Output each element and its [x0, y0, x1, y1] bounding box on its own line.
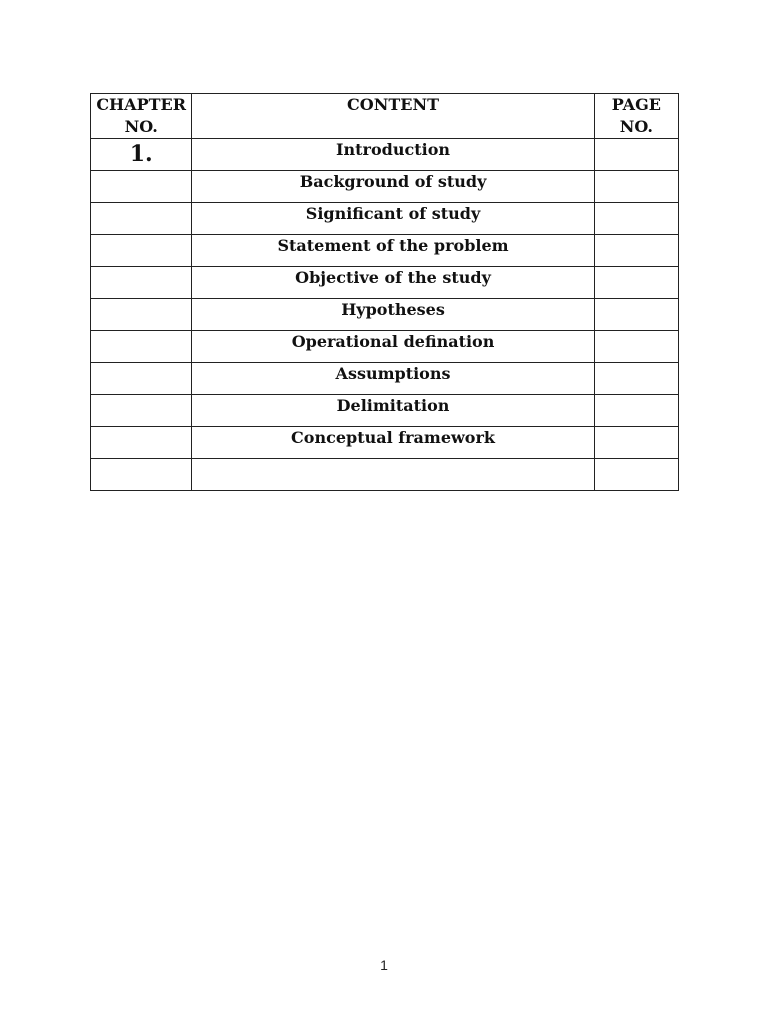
chapter-number-cell — [91, 139, 192, 171]
table-row — [91, 203, 679, 235]
table-row — [91, 171, 679, 203]
table-of-contents — [90, 93, 679, 491]
page-number-cell — [594, 139, 678, 171]
page-number-cell — [594, 459, 678, 491]
page-number-cell — [594, 299, 678, 331]
page-number-cell — [594, 235, 678, 267]
table-header-row — [91, 94, 679, 139]
content-cell: Objective of the study — [192, 267, 594, 299]
page-number-cell — [594, 171, 678, 203]
chapter-number-cell — [91, 171, 192, 203]
chapter-number-cell — [91, 235, 192, 267]
header-content: CONTENT — [192, 94, 594, 139]
chapter-number: 1. — [129, 141, 153, 167]
content-cell: Operational defination — [192, 331, 594, 363]
table-row — [91, 299, 679, 331]
content-cell: Significant of study — [192, 203, 594, 235]
chapter-number-cell — [91, 299, 192, 331]
table-row — [91, 139, 679, 171]
content-cell: Assumptions — [192, 363, 594, 395]
page-number-cell — [594, 267, 678, 299]
page-number-footer: 1 — [380, 957, 388, 973]
content-cell: Introduction — [192, 139, 594, 171]
content-cell: Background of study — [192, 171, 594, 203]
table-row — [91, 267, 679, 299]
chapter-number-cell — [91, 203, 192, 235]
table-row — [91, 235, 679, 267]
chapter-number-cell — [91, 427, 192, 459]
page-number-cell — [594, 203, 678, 235]
page-number-cell — [594, 395, 678, 427]
chapter-number-cell — [91, 331, 192, 363]
header-chapter-no: CHAPTER NO. — [91, 94, 192, 139]
table-row — [91, 363, 679, 395]
content-cell: Conceptual framework — [192, 427, 594, 459]
table-row — [91, 459, 679, 491]
page-number-cell — [594, 427, 678, 459]
table-row — [91, 427, 679, 459]
chapter-number-cell — [91, 363, 192, 395]
page-number-cell — [594, 363, 678, 395]
chapter-number-cell — [91, 267, 192, 299]
content-cell: Statement of the problem — [192, 235, 594, 267]
content-cell: Hypotheses — [192, 299, 594, 331]
table-row — [91, 331, 679, 363]
chapter-number-cell — [91, 395, 192, 427]
content-cell: Delimitation — [192, 395, 594, 427]
page-number-cell — [594, 331, 678, 363]
table-row — [91, 395, 679, 427]
content-cell — [192, 459, 594, 491]
header-page-no: PAGE NO. — [594, 94, 678, 139]
chapter-number-cell — [91, 459, 192, 491]
